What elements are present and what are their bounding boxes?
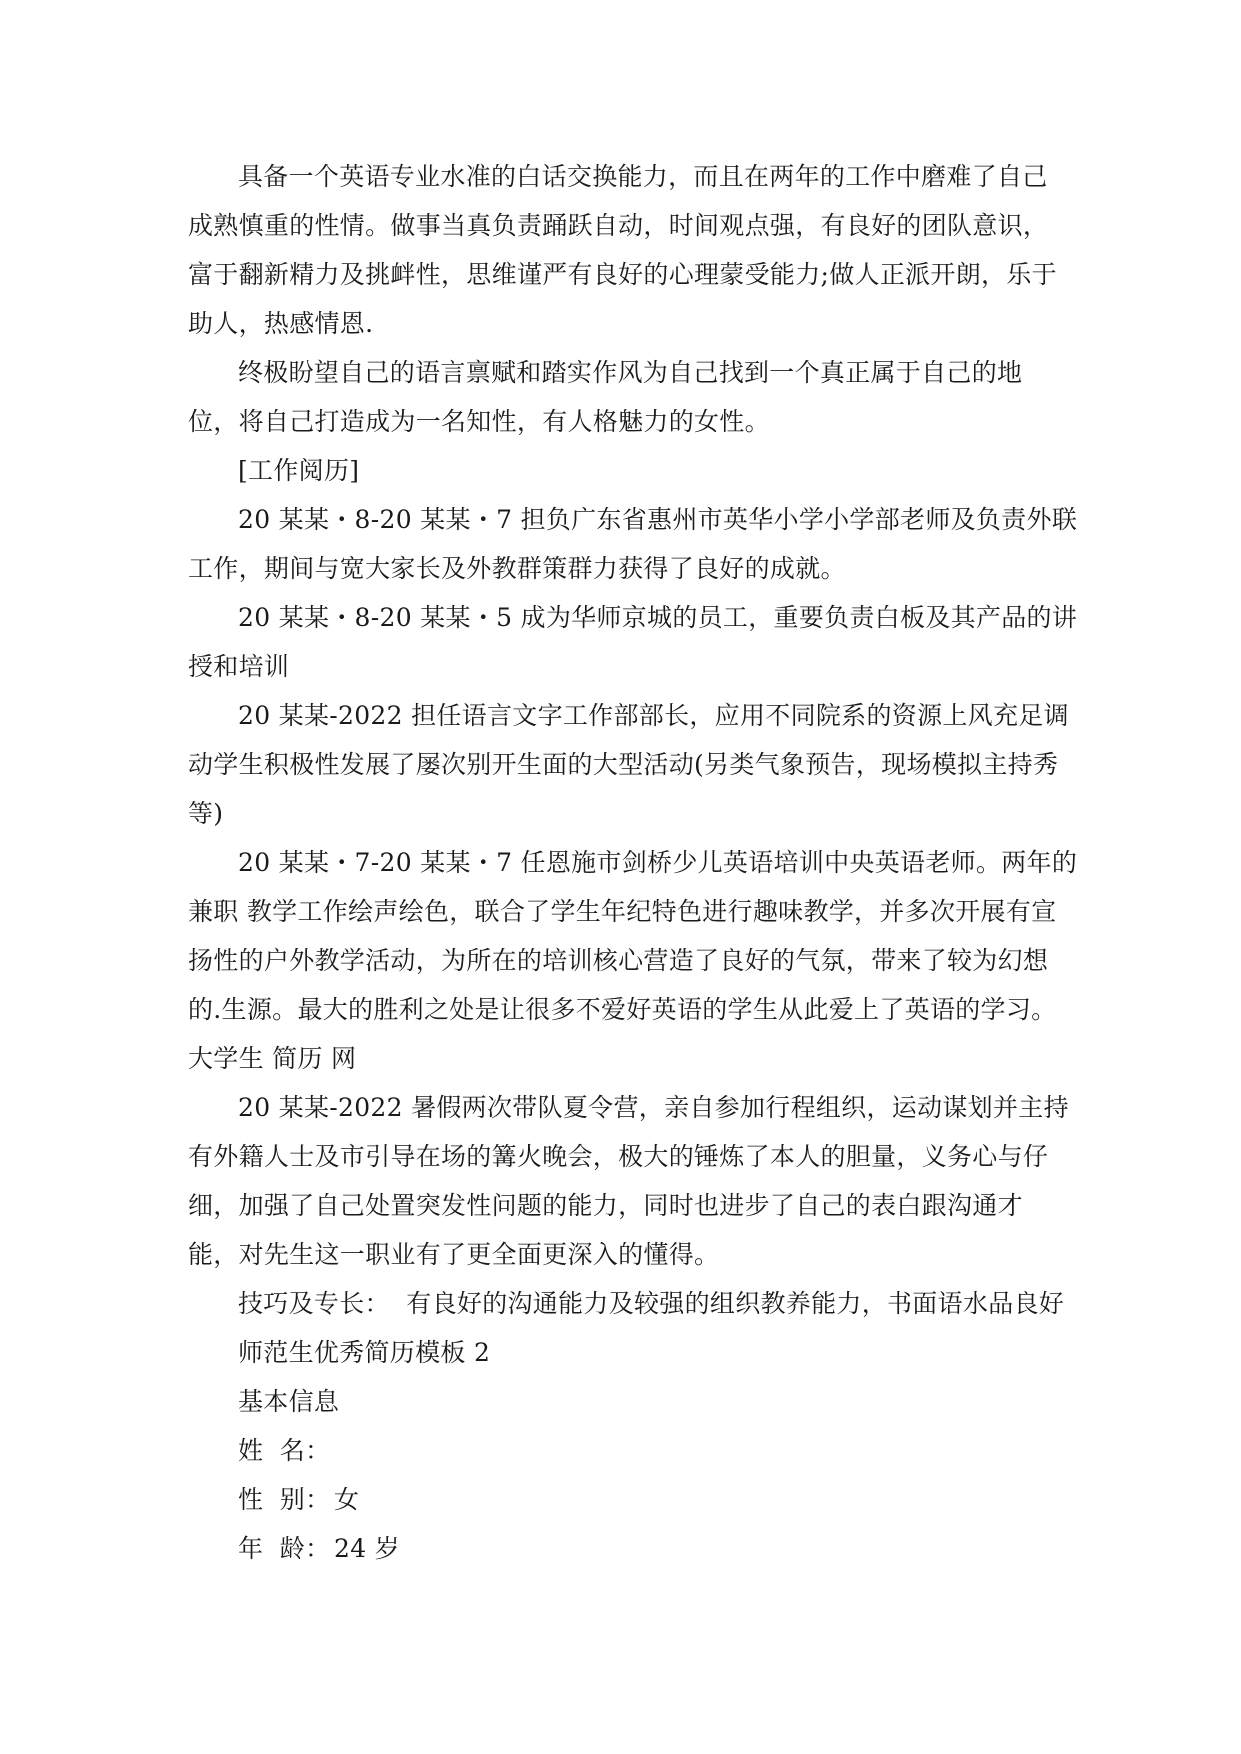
section-heading-basic-info: 基本信息	[238, 1387, 340, 1416]
skills-line: 技巧及专长： 有良好的沟通能力及较强的组织教养能力，书面语水品良好	[238, 1289, 1065, 1318]
info-row-gender	[238, 1475, 1068, 1524]
text-line: 细，加强了自己处置突发性问题的能力，同时也进步了自己的表白跟沟通才	[188, 1191, 1023, 1220]
text-line: 等)	[188, 799, 224, 828]
text-line: 有外籍人士及市引导在场的篝火晚会，极大的锤炼了本人的胆量，义务心与仔	[188, 1142, 1049, 1171]
section-heading-work: [工作阅历]	[238, 456, 360, 485]
field-value: 24 岁	[334, 1534, 400, 1563]
text-line: 成熟慎重的性情。做事当真负责踊跃自动，时间观点强，有良好的团队意识，	[188, 211, 1049, 240]
field-label: 年 龄：	[238, 1534, 331, 1563]
field-value: 女	[334, 1485, 360, 1514]
text-line: 20 某某-2022 担任语言文字工作部部长，应用不同院系的资源上风充足调	[238, 701, 1069, 730]
text-line: 20 某某・8-20 某某・7 担负广东省惠州市英华小学小学部老师及负责外联	[238, 505, 1078, 534]
work-entry	[188, 691, 1068, 838]
work-entry	[188, 838, 1078, 1083]
info-row-name	[238, 1426, 1068, 1475]
text-line: 的.生源。最大的胜利之处是让很多不爱好英语的学生从此爱上了英语的学习。	[188, 995, 1057, 1024]
work-entry	[188, 1083, 1068, 1279]
text-line: 终极盼望自己的语言禀赋和踏实作风为自己找到一个真正属于自己的地	[238, 358, 1023, 387]
text-line: 富于翻新精力及挑衅性，思维谨严有良好的心理蒙受能力;做人正派开朗，乐于	[188, 260, 1057, 289]
text-line: 授和培训	[188, 652, 290, 681]
text-line: 扬性的户外教学活动，为所在的培训核心营造了良好的气氛，带来了较为幻想	[188, 946, 1049, 975]
template-title: 师范生优秀简历模板 2	[238, 1338, 491, 1367]
info-row-age	[238, 1524, 1068, 1573]
text-line: 工作，期间与宽大家长及外教群策群力获得了良好的成就。	[188, 554, 846, 583]
text-line: 位，将自己打造成为一名知性，有人格魅力的女性。	[188, 407, 770, 436]
field-label: 姓 名：	[238, 1436, 331, 1465]
work-entry	[188, 593, 1078, 691]
text-line: 能，对先生这一职业有了更全面更深入的懂得。	[188, 1240, 720, 1269]
text-line: 20 某某-2022 暑假两次带队夏令营，亲自参加行程组织，运动谋划并主持	[238, 1093, 1069, 1122]
text-line: 大学生 简历 网	[188, 1044, 357, 1073]
field-label: 性 别：	[238, 1485, 331, 1514]
work-entry	[188, 495, 1078, 593]
text-line: 具备一个英语专业水准的白话交换能力，而且在两年的工作中磨难了自己	[238, 162, 1048, 191]
intro-paragraph	[188, 152, 1068, 348]
intro-paragraph	[188, 348, 1068, 446]
text-line: 助人，热感情恩.	[188, 309, 374, 338]
text-line: 兼职 教学工作绘声绘色，联合了学生年纪特色进行趣味教学，并多次开展有宣	[188, 897, 1057, 926]
text-line: 动学生积极性发展了屡次别开生面的大型活动(另类气象预告，现场模拟主持秀	[188, 750, 1059, 779]
resume-body	[188, 152, 1078, 1573]
text-line: 20 某某・7-20 某某・7 任恩施市剑桥少儿英语培训中央英语老师。两年的	[238, 848, 1078, 877]
text-line: 20 某某・8-20 某某・5 成为华师京城的员工，重要负责白板及其产品的讲	[238, 603, 1078, 632]
